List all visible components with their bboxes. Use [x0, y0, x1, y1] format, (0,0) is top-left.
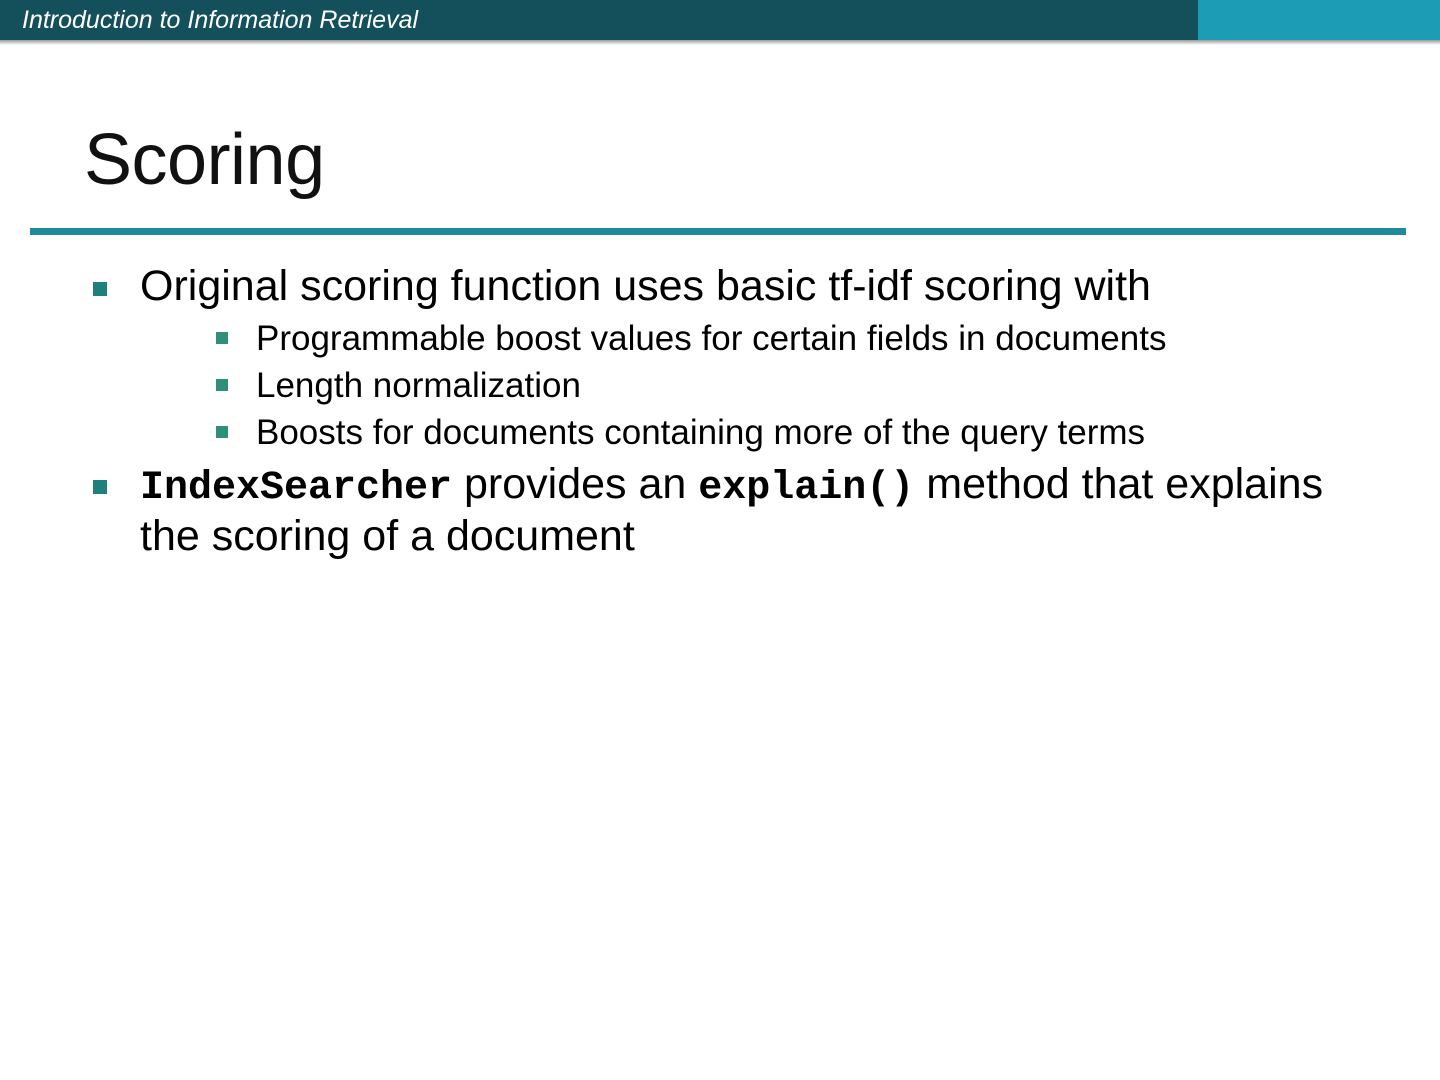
- sub-bullet-list: [140, 318, 1374, 454]
- square-bullet-icon: [93, 282, 107, 296]
- header-title: Introduction to Information Retrieval: [22, 6, 419, 34]
- slide-body: [84, 262, 1374, 566]
- bullet-text: Original scoring function uses basic tf-idf scoring with: [140, 262, 1151, 310]
- sub-bullet-text: Programmable boost values for certain fields in documents: [256, 318, 1167, 358]
- square-bullet-icon: [216, 426, 228, 438]
- list-item: [84, 262, 1374, 454]
- list-item: [140, 412, 1374, 453]
- square-bullet-icon: [216, 332, 228, 344]
- page-title: Scoring: [84, 120, 325, 200]
- slide-header: [0, 0, 1440, 40]
- bullet-text-part: provides an: [452, 459, 699, 508]
- header-accent-block: [1198, 0, 1440, 40]
- list-item: [140, 365, 1374, 406]
- bullet-list: [84, 262, 1374, 562]
- code-term-explain: explain(): [698, 465, 915, 511]
- header-shadow: [0, 40, 1440, 45]
- list-item: [140, 318, 1374, 359]
- sub-bullet-text: Length normalization: [256, 366, 581, 406]
- square-bullet-icon: [93, 480, 107, 494]
- code-term-indexsearcher: IndexSearcher: [140, 465, 453, 511]
- square-bullet-icon: [216, 379, 228, 391]
- list-item: [84, 460, 1374, 562]
- sub-bullet-text: Boosts for documents containing more of the query terms: [256, 413, 1146, 453]
- bullet-text-part: method that explains the scoring of a document: [140, 459, 1324, 561]
- title-divider: [30, 228, 1406, 235]
